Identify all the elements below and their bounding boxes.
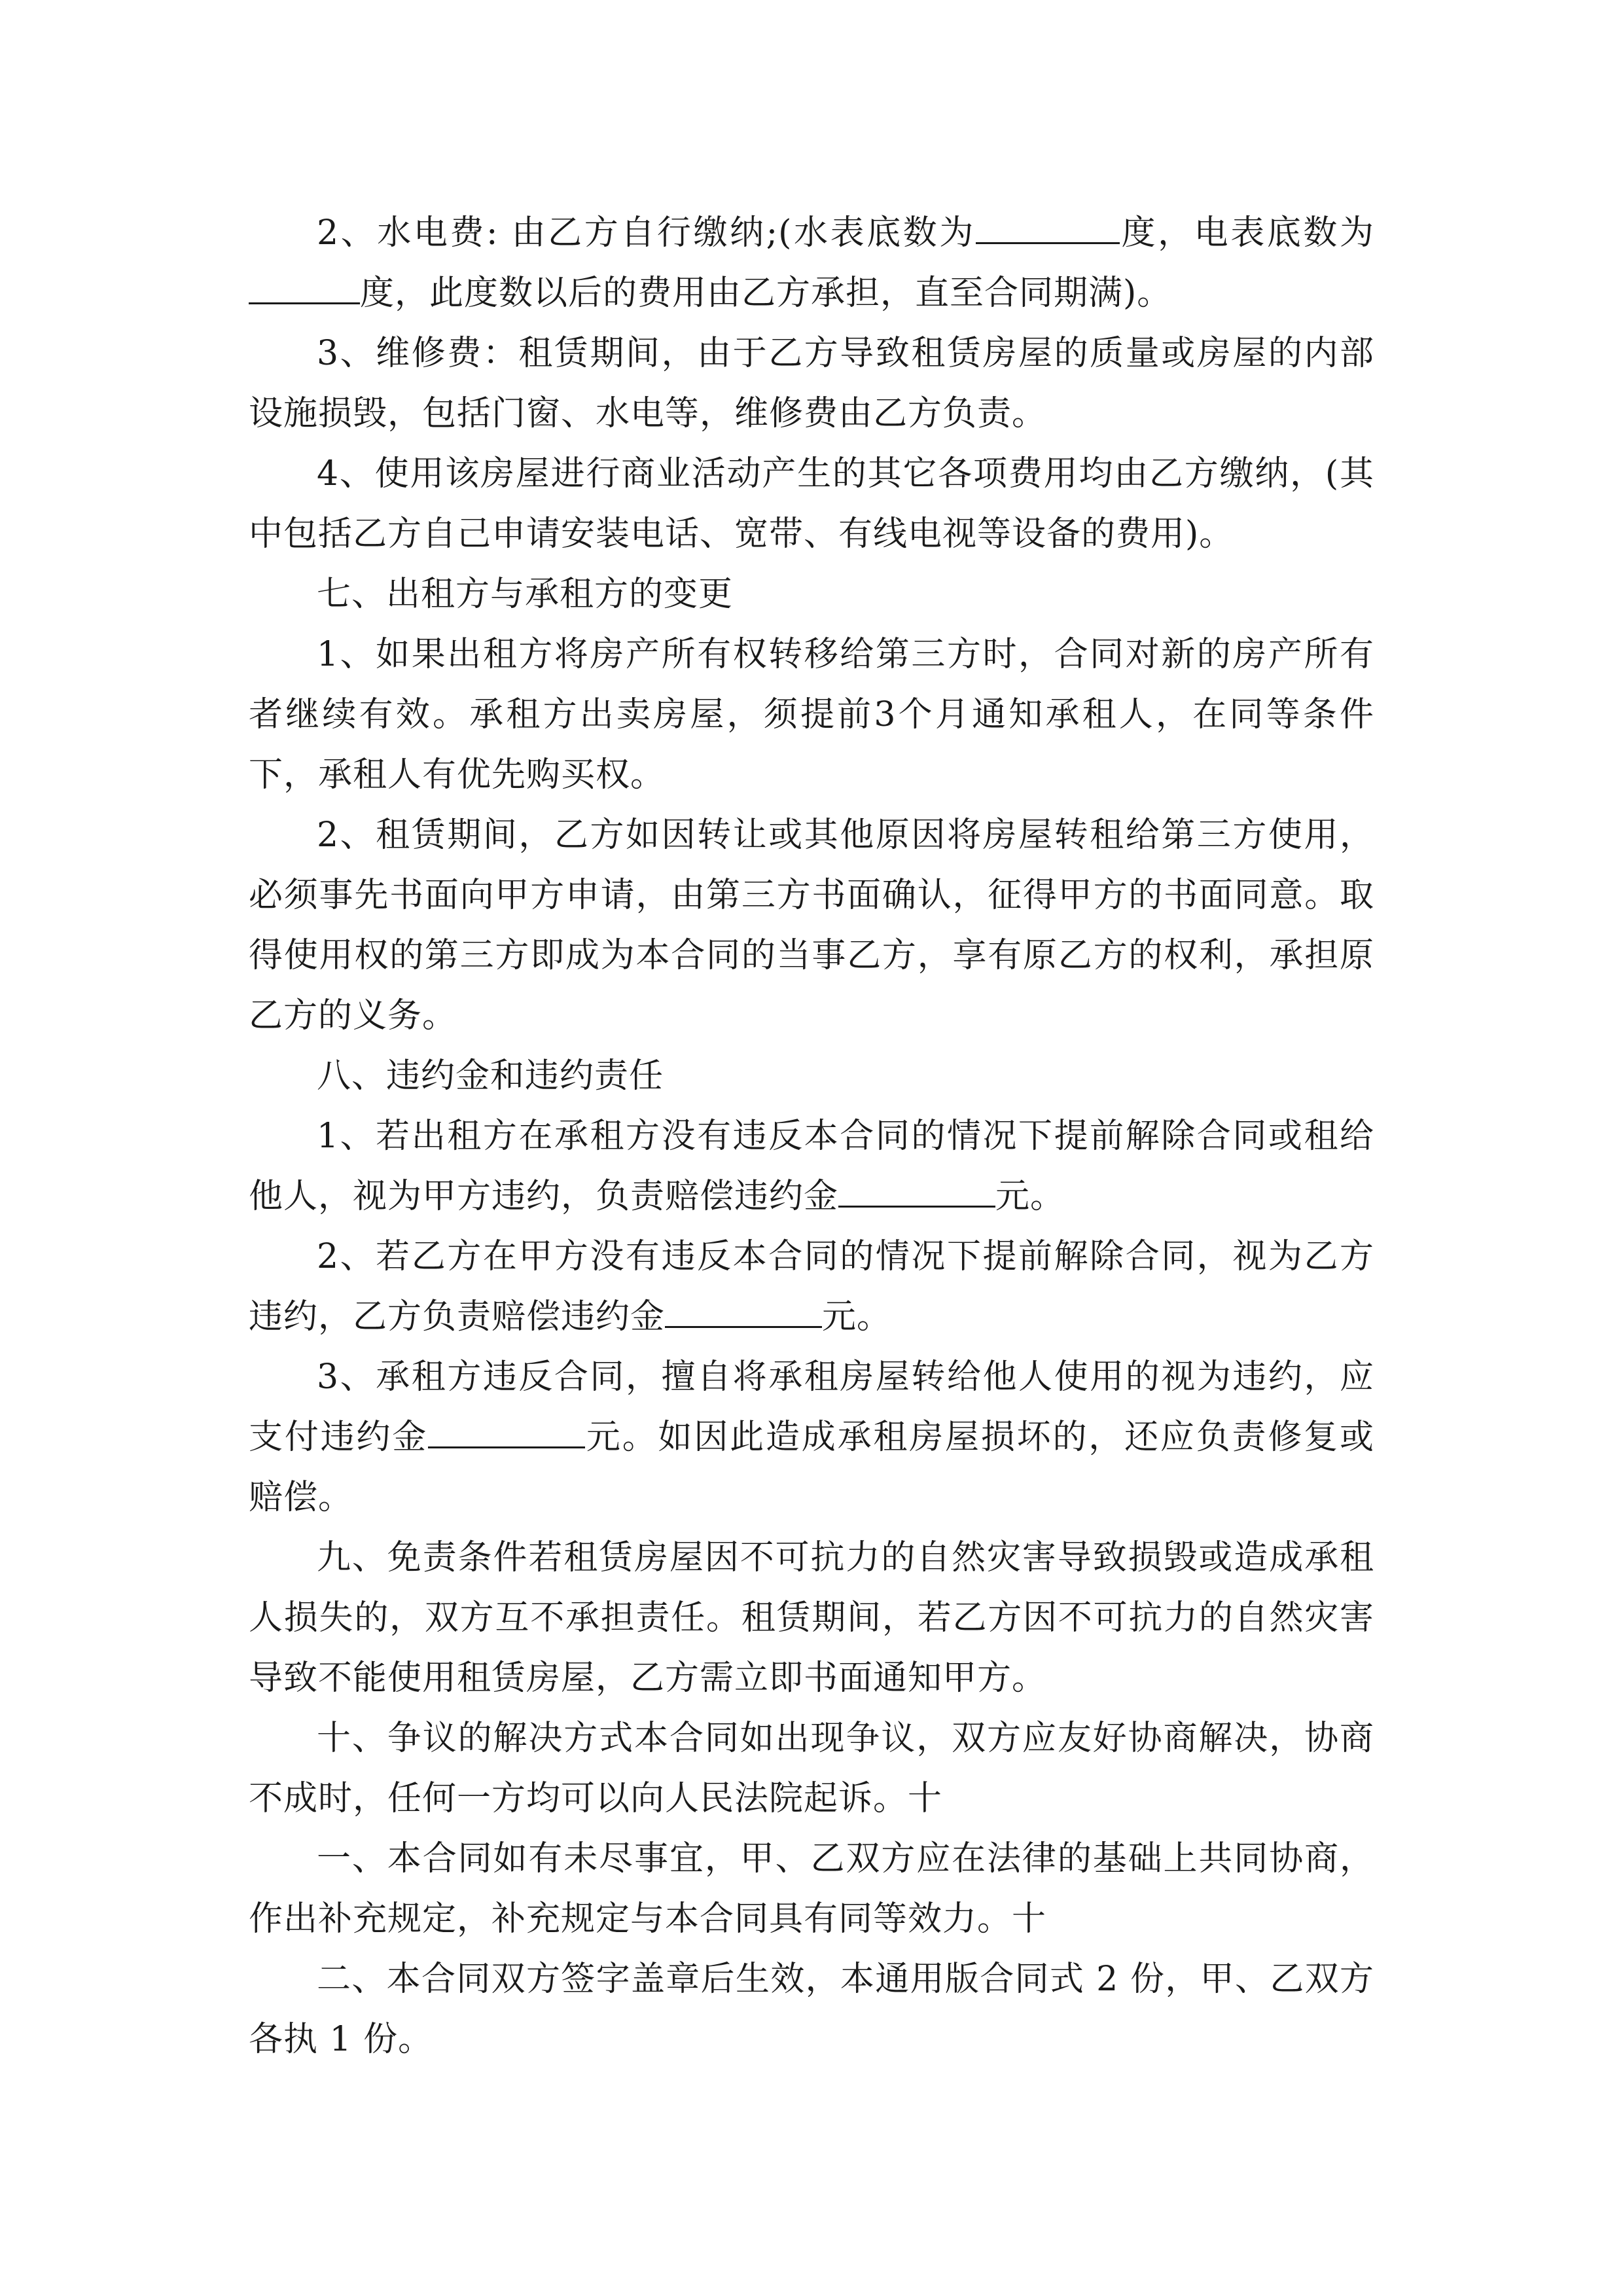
clause-effectiveness: 二、本合同双方签字盖章后生效，本通用版合同式 2 份，甲、乙双方各执 1 份。 xyxy=(249,1960,1374,2059)
clause-supplementary: 一、本合同如有未尽事宜，甲、乙双方应在法律的基础上共同协商，作出补充规定，补充规定与本合同具有同等效力。十 xyxy=(249,1839,1374,1939)
clause-lessor-breach-text-b: 元。 xyxy=(995,1177,1065,1216)
clause-business-fees: 4、使用该房屋进行商业活动产生的其它各项费用均由乙方缴纳，(其中包括乙方自己申请安装电话、宽带、有线电视等设备的费用)。 xyxy=(249,454,1374,554)
clause-sublease: 2、租赁期间，乙方如因转让或其他原因将房屋转租给第三方使用，必须事先书面向甲方申请，由第三方书面确认，征得甲方的书面同意。取得使用权的第三方即成为本合同的当事乙方，享有原乙方的权利，承担原乙方的义务。 xyxy=(249,816,1374,1035)
clause-lessee-breach xyxy=(249,1227,1374,1347)
lessee-penalty-blank xyxy=(665,1292,822,1328)
clause-dispute-resolution: 十、争议的解决方式本合同如出现争议，双方应友好协商解决，协商不成时，任何一方均可以向人民法院起诉。十 xyxy=(249,1719,1374,1818)
section-heading-7: 七、出租方与承租方的变更 xyxy=(317,575,734,614)
clause-utilities-text-b: 度，电表底数为 xyxy=(1119,213,1374,253)
clause-utilities-text-c: 度，此度数以后的费用由乙方承担，直至合同期满)。 xyxy=(360,274,1172,313)
clause-unauthorized-transfer xyxy=(249,1347,1374,1528)
clause-utilities-text-a: 2、水电费: 由乙方自行缴纳;(水表底数为 xyxy=(317,213,976,253)
clause-lessee-breach-text-a: 2、若乙方在甲方没有违反本合同的情况下提前解除合同，视为乙方违约，乙方负责赔偿违约金 xyxy=(249,1237,1374,1336)
clause-lessor-breach-text-a: 1、若出租方在承租方没有违反本合同的情况下提前解除合同或租给他人，视为甲方违约，负责赔偿违约金 xyxy=(249,1117,1374,1216)
transfer-penalty-blank xyxy=(428,1412,585,1448)
clause-ownership-transfer: 1、如果出租方将房产所有权转移给第三方时，合同对新的房产所有者继续有效。承租方出卖房屋，须提前3个月通知承租人，在同等条件下，承租人有优先购买权。 xyxy=(249,635,1374,795)
water-meter-blank xyxy=(976,208,1120,244)
section-heading-8: 八、违约金和违约责任 xyxy=(317,1056,664,1096)
clause-unauthorized-transfer-text-a: 3、承租方违反合同，擅自将承租房屋转给他人使用的视为违约，应支付违约金 xyxy=(249,1357,1374,1457)
clause-lessee-breach-text-b: 元。 xyxy=(822,1297,892,1336)
clause-lessor-breach xyxy=(249,1106,1374,1227)
clause-maintenance: 3、维修费：租赁期间，由于乙方导致租赁房屋的质量或房屋的内部设施损毁，包括门窗、水电等，维修费由乙方负责。 xyxy=(249,334,1374,433)
contract-body xyxy=(249,203,1374,2070)
clause-utilities xyxy=(249,203,1374,323)
clause-unauthorized-transfer-text-b: 元。如因此造成承租房屋损坏的，还应负责修复或赔偿。 xyxy=(249,1418,1374,1517)
clause-force-majeure: 九、免责条件若租赁房屋因不可抗力的自然灾害导致损毁或造成承租人损失的，双方互不承担责任。租赁期间，若乙方因不可抗力的自然灾害导致不能使用租赁房屋，乙方需立即书面通知甲方。 xyxy=(249,1538,1374,1698)
electric-meter-blank xyxy=(249,268,360,304)
lessor-penalty-blank xyxy=(838,1172,995,1208)
